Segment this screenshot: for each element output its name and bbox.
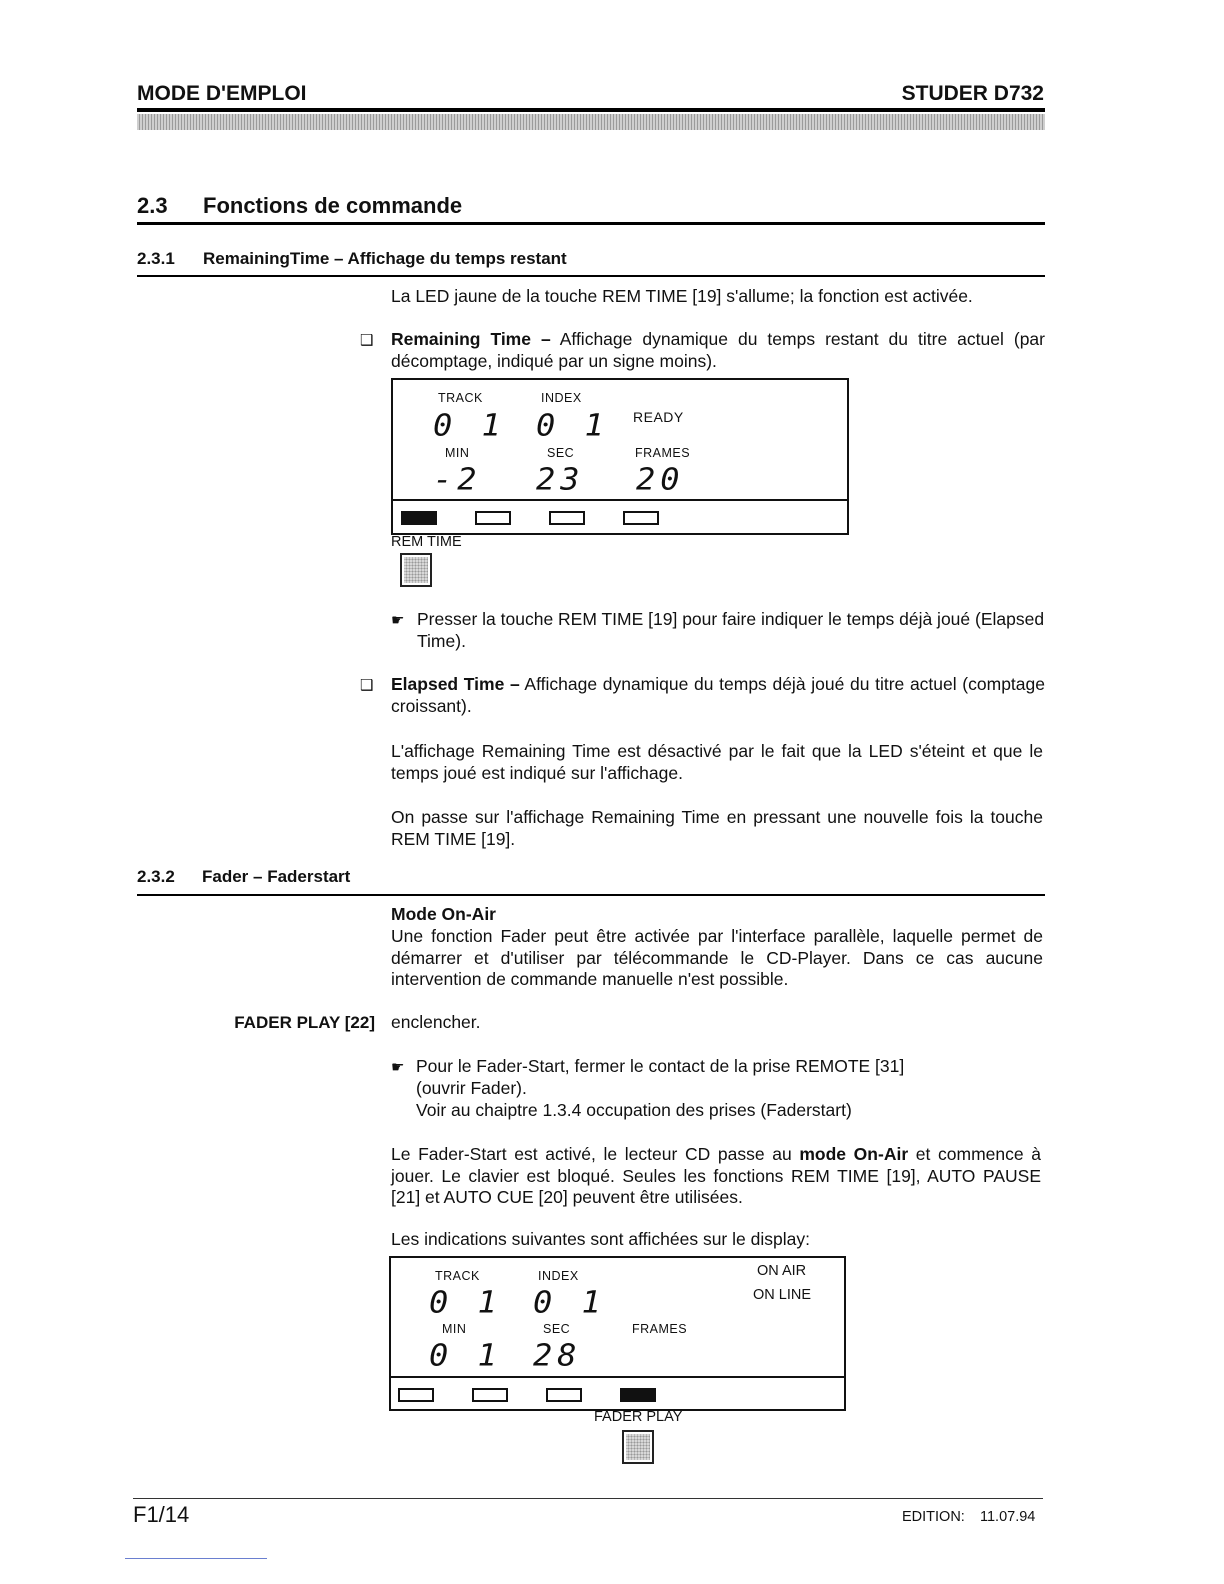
label-min: MIN — [445, 446, 470, 460]
sec-digits: 28 — [533, 1336, 582, 1374]
sub1-para1: L'affichage Remaining Time est désactivé par le fait que la LED s'éteint et que le temps joué est indiqué sur l'affichage. — [391, 741, 1043, 783]
mode-text: Une fonction Fader peut être activée par l'interface parallèle, laquelle permet de démarrer et d'utiliser par télécommande le CD-Player. Dans ce cas aucune intervention de commande manuelle n'est possible. — [391, 926, 1043, 989]
para-bold: mode On-Air — [799, 1144, 909, 1164]
label-index: INDEX — [541, 391, 582, 405]
fader-play-label: FADER PLAY [22] — [234, 1013, 375, 1032]
section-rule — [137, 222, 1045, 225]
index-digits: 0 1 — [533, 1283, 606, 1321]
section-title: Fonctions de commande — [203, 193, 463, 218]
status-on-line: ON LINE — [753, 1287, 812, 1303]
rem-time-caption: REM TIME — [391, 534, 462, 550]
led-fader-play — [620, 1388, 656, 1402]
frames-digits: 20 — [636, 460, 685, 498]
label-min: MIN — [442, 1322, 467, 1336]
min-digits: 0 1 — [429, 1336, 502, 1374]
led-4 — [623, 511, 659, 525]
note-line-1: Pour le Fader-Start, fermer le contact de la prise REMOTE [31] — [416, 1056, 905, 1076]
status-on-air: ON AIR — [757, 1263, 807, 1279]
label-index: INDEX — [538, 1269, 579, 1283]
label-sec: SEC — [547, 446, 575, 460]
display-intro: Les indications suivantes sont affichées sur le display: — [391, 1229, 810, 1249]
sub1-title: RemainingTime – Affichage du temps restant — [203, 249, 567, 268]
led-rem-time — [401, 511, 437, 525]
led-row — [393, 499, 847, 535]
led-row — [391, 1376, 844, 1411]
sec-digits: 23 — [536, 460, 585, 498]
mode-title: Mode On-Air — [391, 904, 496, 924]
para-part-a: Le Fader-Start est activé, le lecteur CD passe au — [391, 1144, 800, 1164]
header-right: STUDER D732 — [901, 82, 1044, 105]
status-ready: READY — [633, 409, 684, 425]
sub1-item2 — [391, 674, 1045, 717]
pointing-hand-icon: ☛ — [391, 1059, 405, 1076]
fader-play-caption: FADER PLAY — [594, 1409, 683, 1425]
checkbox-bullet-icon: ❑ — [360, 677, 374, 694]
min-digits: -2 — [433, 460, 482, 498]
page-number: F1/14 — [133, 1502, 190, 1527]
edition-date: 11.07.94 — [980, 1509, 1036, 1525]
item1-text: Affichage dynamique du temps restant du titre actuel (par décomptage, indiqué par un signe moins). — [391, 329, 1045, 371]
index-digits: 0 1 — [536, 406, 609, 444]
led-1 — [398, 1388, 434, 1402]
header-left: MODE D'EMPLOI — [137, 82, 307, 105]
section-number: 2.3 — [137, 193, 168, 218]
led-3 — [549, 511, 585, 525]
led-2 — [475, 511, 511, 525]
display-remaining-time — [391, 378, 849, 535]
item2-term: Elapsed Time – — [391, 674, 520, 694]
label-sec: SEC — [543, 1322, 571, 1336]
note-line-2: (ouvrir Fader). — [416, 1078, 527, 1098]
led-2 — [472, 1388, 508, 1402]
fader-play-text: enclencher. — [391, 1012, 481, 1032]
edition-label: EDITION: — [902, 1509, 965, 1525]
display-on-air — [389, 1256, 846, 1411]
sub2-number: 2.3.2 — [137, 867, 175, 886]
label-frames: FRAMES — [635, 446, 691, 460]
sub1-number: 2.3.1 — [137, 249, 175, 268]
led-3 — [546, 1388, 582, 1402]
sub1-note: Presser la touche REM TIME [19] pour faire indiquer le temps déjà joué (Elapsed Time). — [417, 609, 1045, 651]
pointing-hand-icon: ☛ — [391, 612, 405, 629]
footer-rule — [133, 1498, 1043, 1499]
label-track: TRACK — [435, 1269, 480, 1283]
sub1-item1 — [391, 329, 1045, 372]
sub2-rule — [137, 894, 1045, 896]
header-bar — [137, 108, 1045, 130]
sub1-intro: La LED jaune de la touche REM TIME [19] s'allume; la fonction est activée. — [391, 286, 973, 306]
checkbox-bullet-icon: ❑ — [360, 332, 374, 349]
track-digits: 0 1 — [433, 406, 506, 444]
sub1-para2: On passe sur l'affichage Remaining Time en pressant une nouvelle fois la touche REM TIME [19]. — [391, 807, 1043, 849]
footnote-line — [125, 1558, 267, 1559]
track-digits: 0 1 — [429, 1283, 502, 1321]
para-part-b: et commence à jouer. Le clavier est bloqué. Seules les fonctions REM TIME [19], AUTO PAUSE [21] et AUTO CUE [20] peuvent être utilisées. — [391, 1144, 1041, 1207]
label-track: TRACK — [438, 391, 483, 405]
item2-text: Affichage dynamique du temps déjà joué du titre actuel (comptage croissant). — [391, 674, 1045, 716]
sub2-title: Fader – Faderstart — [202, 867, 351, 886]
rem-time-button[interactable] — [400, 553, 432, 587]
note-line-3: Voir au chaiptre 1.3.4 occupation des prises (Faderstart) — [416, 1100, 852, 1120]
sub1-rule — [137, 275, 1045, 277]
sub2-para — [391, 1144, 1041, 1209]
label-frames: FRAMES — [632, 1322, 688, 1336]
fader-play-button[interactable] — [622, 1430, 654, 1464]
item1-term: Remaining Time – — [391, 329, 551, 349]
